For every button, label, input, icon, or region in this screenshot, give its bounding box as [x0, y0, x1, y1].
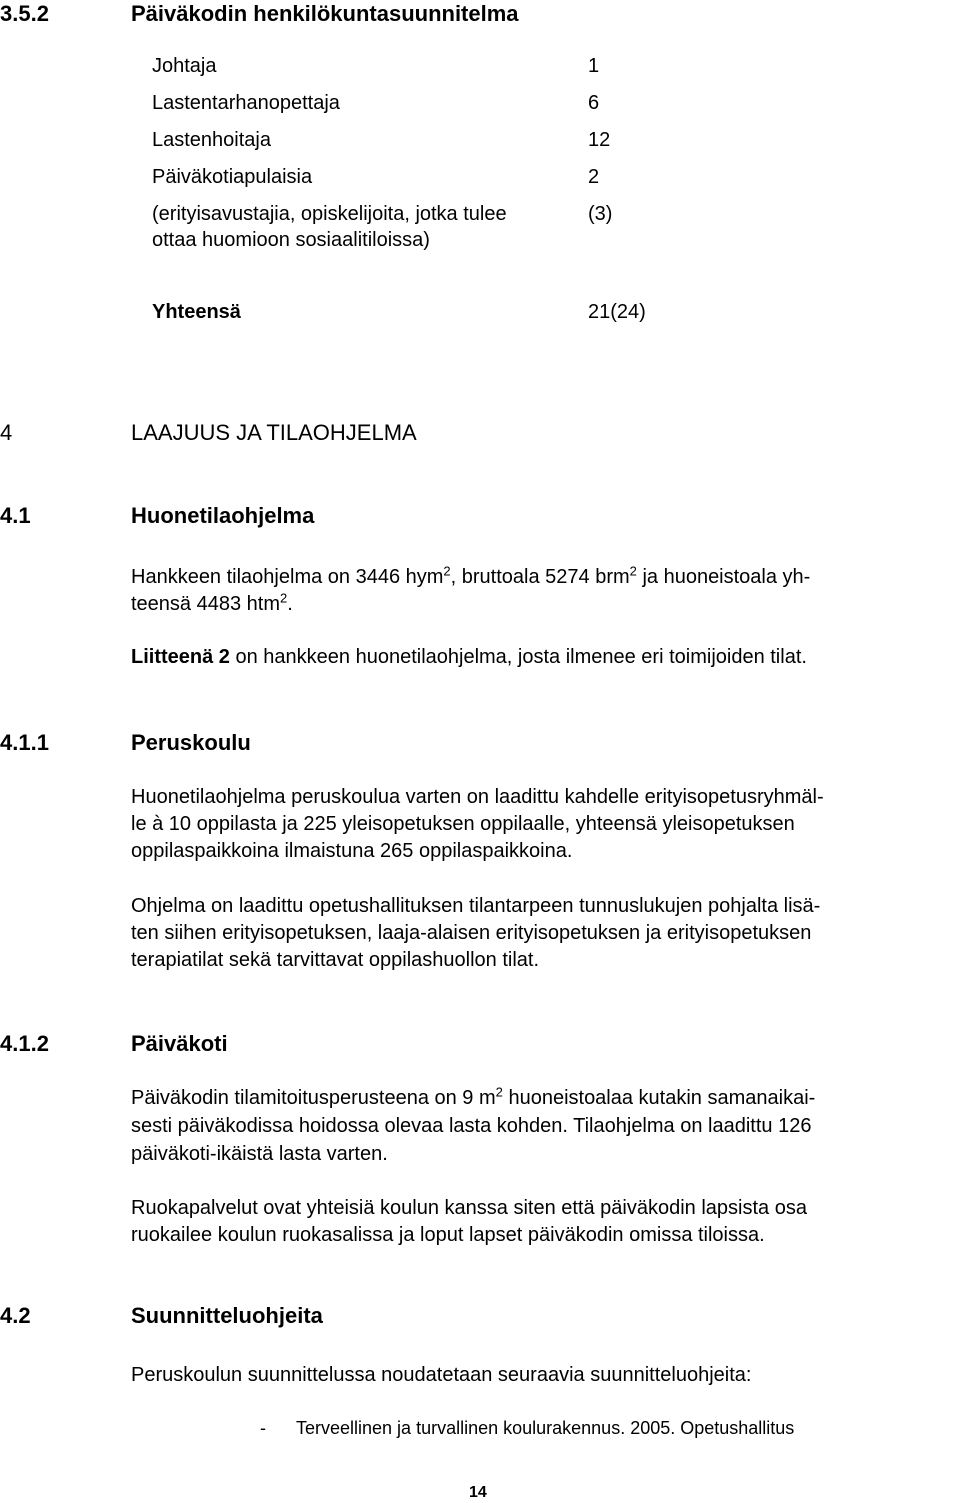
staff-role: Päiväkotiapulaisia	[152, 166, 313, 188]
superscript: 2	[495, 1084, 503, 1100]
paragraph-line: Huonetilaohjelma peruskoulua varten on laadittu kahdelle erityisopetusryhmäl-	[131, 786, 824, 808]
attachment-reference: Liitteenä 2	[131, 646, 230, 668]
staff-role: Lastentarhanopettaja	[152, 92, 340, 114]
section-number-4-1-1: 4.1.1	[0, 730, 49, 755]
paragraph-line	[131, 590, 293, 616]
staff-count: 6	[588, 92, 600, 114]
section-number-4-1: 4.1	[0, 503, 31, 528]
section-title-4: LAAJUUS JA TILAOHJELMA	[131, 420, 417, 445]
paragraph-line: ten siihen erityisopetuksen, laaja-alaisen erityisopetuksen ja erityisopetuksen	[131, 922, 812, 944]
text-span: ja huoneistoala yh-	[636, 566, 811, 588]
staff-role: Johtaja	[152, 55, 217, 77]
text-span: Hankkeen tilaohjelma on 3446 hym	[131, 566, 444, 588]
paragraph-line: oppilaspaikkoina ilmaistuna 265 oppilaspaikkoina.	[131, 840, 573, 862]
text-span: teensä 4483 htm	[131, 593, 280, 615]
paragraph-line: päiväkoti-ikäistä lasta varten.	[131, 1143, 388, 1165]
page-number: 14	[469, 1484, 487, 1501]
paragraph-line: Peruskoulun suunnittelussa noudatetaan seuraavia suunnitteluohjeita:	[131, 1364, 752, 1386]
paragraph-line: Ruokapalvelut ovat yhteisiä koulun kanssa siten että päiväkodin lapsista osa	[131, 1197, 807, 1219]
staff-role: Lastenhoitaja	[152, 129, 271, 151]
paragraph-line	[131, 1084, 816, 1110]
list-bullet: -	[260, 1418, 266, 1438]
staff-total-value: 21(24)	[588, 301, 646, 323]
section-title-4-1-2: Päiväkoti	[131, 1031, 228, 1056]
section-title-3-5-2: Päiväkodin henkilökuntasuunnitelma	[131, 1, 519, 26]
text-span: Päiväkodin tilamitoitusperusteena on 9 m	[131, 1087, 496, 1109]
paragraph-line: le à 10 oppilasta ja 225 yleisopetuksen oppilaalle, yhteensä yleisopetuksen	[131, 813, 795, 835]
staff-note-line: (erityisavustajia, opiskelijoita, jotka tulee	[152, 203, 507, 225]
paragraph-line: Ohjelma on laadittu opetushallituksen tilantarpeen tunnuslukujen pohjalta lisä-	[131, 895, 821, 917]
paragraph-line: sesti päiväkodissa hoidossa olevaa lasta kohden. Tilaohjelma on laadittu 126	[131, 1115, 812, 1137]
section-number-3-5-2: 3.5.2	[0, 1, 49, 26]
section-title-4-1-1: Peruskoulu	[131, 730, 251, 755]
paragraph-line	[131, 646, 807, 669]
superscript: 2	[629, 563, 637, 579]
paragraph-line: ruokailee koulun ruokasalissa ja loput lapset päiväkodin omissa tiloissa.	[131, 1224, 765, 1246]
text-span: .	[287, 593, 293, 615]
staff-total-label: Yhteensä	[152, 301, 241, 323]
superscript: 2	[443, 563, 451, 579]
staff-note-count: (3)	[588, 203, 613, 225]
section-number-4-1-2: 4.1.2	[0, 1031, 49, 1056]
text-span: huoneistoalaa kutakin samanaikai-	[502, 1087, 816, 1109]
superscript: 2	[280, 590, 288, 606]
section-title-4-1: Huonetilaohjelma	[131, 503, 315, 528]
staff-count: 1	[588, 55, 600, 77]
section-number-4-2: 4.2	[0, 1303, 31, 1328]
list-item: Terveellinen ja turvallinen koulurakennus. 2005. Opetushallitus	[296, 1418, 795, 1438]
paragraph-line	[131, 563, 811, 589]
section-number-4: 4	[0, 420, 13, 445]
section-title-4-2: Suunnitteluohjeita	[131, 1303, 323, 1328]
text-span: on hankkeen huonetilaohjelma, josta ilmenee eri toimijoiden tilat.	[229, 646, 807, 668]
text-span: , bruttoala 5274 brm	[450, 566, 630, 588]
paragraph-line: terapiatilat sekä tarvittavat oppilashuollon tilat.	[131, 949, 540, 971]
staff-count: 12	[588, 129, 611, 151]
staff-count: 2	[588, 166, 600, 188]
staff-note-line: ottaa huomioon sosiaalitiloissa)	[152, 229, 430, 251]
